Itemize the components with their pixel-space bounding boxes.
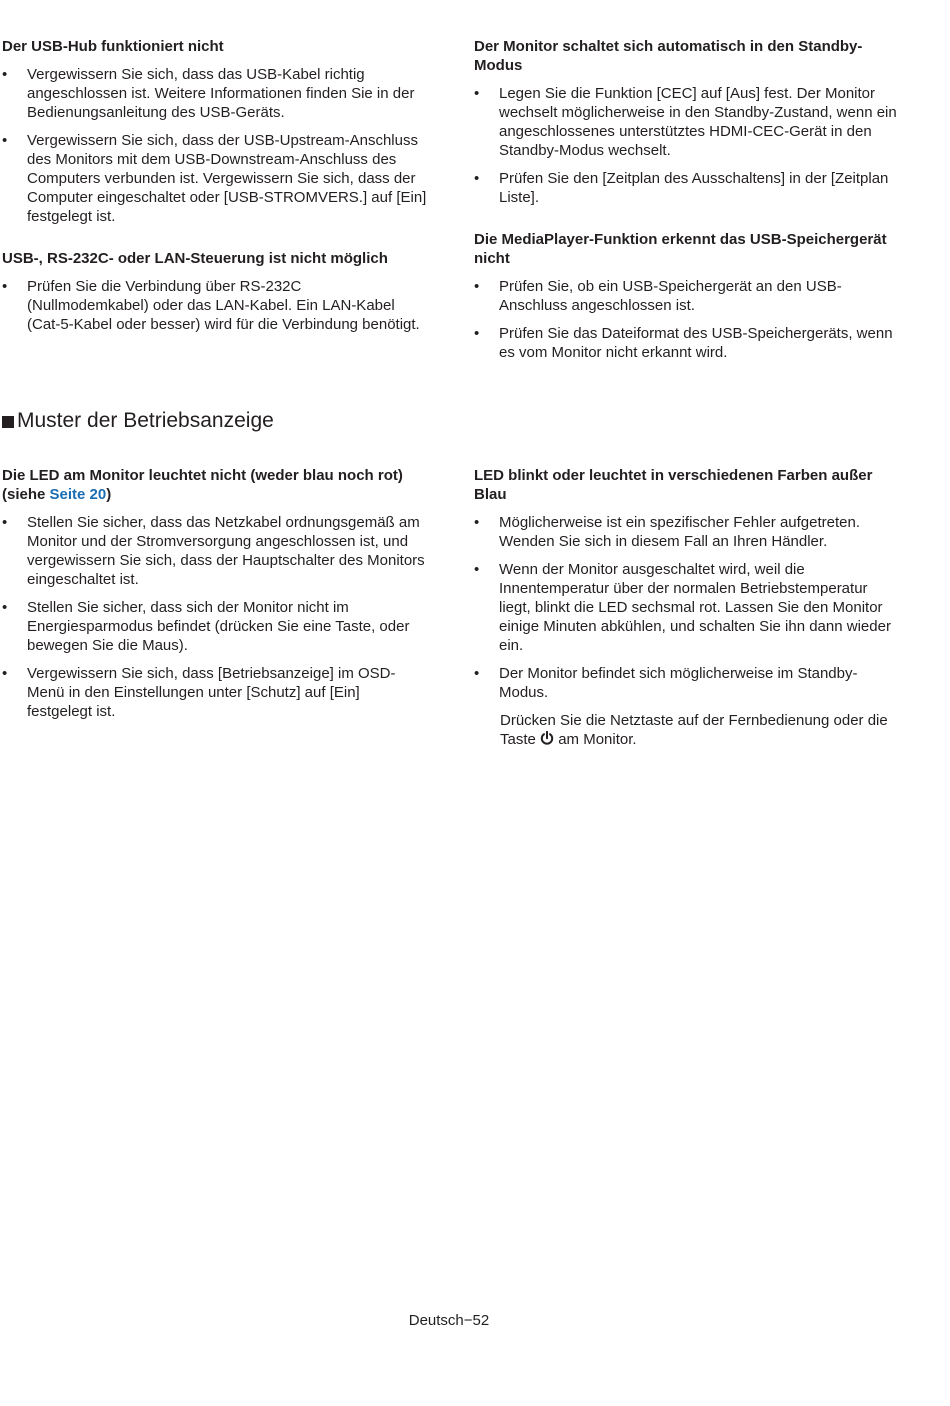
section-led-off xyxy=(2,466,427,721)
section-usb-hub xyxy=(2,37,427,226)
list-item: • Legen Sie die Funktion [CEC] auf [Aus] fest. Der Monitor wechselt möglicherweise in den Standby-Zustand, wenn ein angeschlossenes unterstütztes HDMI-CEC-Gerät in den Standby-Modus wechselt. xyxy=(474,85,897,159)
square-marker-icon xyxy=(2,416,14,428)
heading-standby: Der Monitor schaltet sich automatisch in den Standby-Modus xyxy=(474,38,863,74)
list-item: • Wenn der Monitor ausgeschaltet wird, weil die Innentemperatur über der normalen Betriebstemperatur liegt, blinkt die LED sechsmal rot. Lassen Sie den Monitor einige Minuten abkühlen, und schalten Sie ihn dann wieder ein. xyxy=(474,561,891,654)
bullet-list xyxy=(474,84,899,207)
page-footer: Deutsch−52 xyxy=(408,1312,490,1329)
list-item: • Vergewissern Sie sich, dass der USB-Upstream-Anschluss des Monitors mit dem USB-Downstream-Anschluss des Computers verbunden ist. Vergewissern Sie sich, dass der Computer eingeschaltet oder [USB-STROMVERS.] auf [Ein] festgelegt ist. xyxy=(2,132,427,225)
bullet-list xyxy=(474,513,899,702)
heading-mediaplayer: Die MediaPlayer-Funktion erkennt das USB-Speichergerät nicht xyxy=(474,231,887,267)
list-item: • Vergewissern Sie sich, dass [Betriebsanzeige] im OSD-Menü in den Einstellungen unter [Schutz] auf [Ein] festgelegt ist. xyxy=(2,665,396,720)
heading-led-blink: LED blinkt oder leuchtet in verschiedenen Farben außer Blau xyxy=(474,467,873,503)
heading-usb-rs232c-lan: USB-, RS-232C- oder LAN-Steuerung ist nicht möglich xyxy=(2,250,388,267)
list-item: • Prüfen Sie das Dateiformat des USB-Speichergeräts, wenn es vom Monitor nicht erkannt wird. xyxy=(474,325,893,361)
section-title xyxy=(2,407,274,435)
list-item: • Prüfen Sie den [Zeitplan des Ausschaltens] in der [Zeitplan Liste]. xyxy=(474,170,889,206)
list-item: • Stellen Sie sicher, dass sich der Monitor nicht im Energiesparmodus befindet (drücken Sie eine Taste, oder bewegen Sie die Maus). xyxy=(2,599,410,654)
right-column-top xyxy=(474,37,899,385)
right-column-bottom xyxy=(474,466,899,774)
bullet-list xyxy=(474,277,899,362)
standby-note: Drücken Sie die Netztaste auf der Fernbedienung oder die Taste am Monitor. xyxy=(474,711,899,751)
heading-usb-hub: Der USB-Hub funktioniert nicht xyxy=(2,38,224,55)
bullet-list xyxy=(2,513,427,721)
section-title-text: Muster der Betriebsanzeige xyxy=(17,409,274,432)
section-led-blink xyxy=(474,466,899,751)
list-item: • Der Monitor befindet sich möglicherweise im Standby-Modus. xyxy=(474,665,858,701)
left-column-top xyxy=(2,37,427,357)
section-standby xyxy=(474,37,899,207)
list-item: • Möglicherweise ist ein spezifischer Fehler aufgetreten. Wenden Sie sich in diesem Fall an Ihren Händler. xyxy=(474,514,861,550)
power-icon xyxy=(540,731,554,751)
page-link[interactable]: Seite 20 xyxy=(49,486,107,503)
section-mediaplayer xyxy=(474,230,899,362)
bullet-list xyxy=(2,277,427,334)
section-usb-rs232c-lan xyxy=(2,249,427,334)
bullet-list xyxy=(2,65,427,226)
list-item: • Prüfen Sie, ob ein USB-Speichergerät an den USB-Anschluss angeschlossen ist. xyxy=(474,278,842,314)
list-item: • Prüfen Sie die Verbindung über RS-232C (Nullmodemkabel) oder das LAN-Kabel. Ein LAN-Kabel (Cat-5-Kabel oder besser) wird für die Verbindung benötigt. xyxy=(2,278,420,333)
list-item: • Stellen Sie sicher, dass das Netzkabel ordnungsgemäß am Monitor und der Stromversorgung angeschlossen ist, und vergewissern Sie sich, dass der Hauptschalter des Monitors eingeschaltet ist. xyxy=(2,514,425,588)
left-column-bottom xyxy=(2,466,427,744)
list-item: • Vergewissern Sie sich, dass das USB-Kabel richtig angeschlossen ist. Weitere Informationen finden Sie in der Bedienungsanleitung des USB-Geräts. xyxy=(2,66,415,121)
heading-led-off: Die LED am Monitor leuchtet nicht (weder blau noch rot) (siehe Seite 20) xyxy=(2,467,403,503)
